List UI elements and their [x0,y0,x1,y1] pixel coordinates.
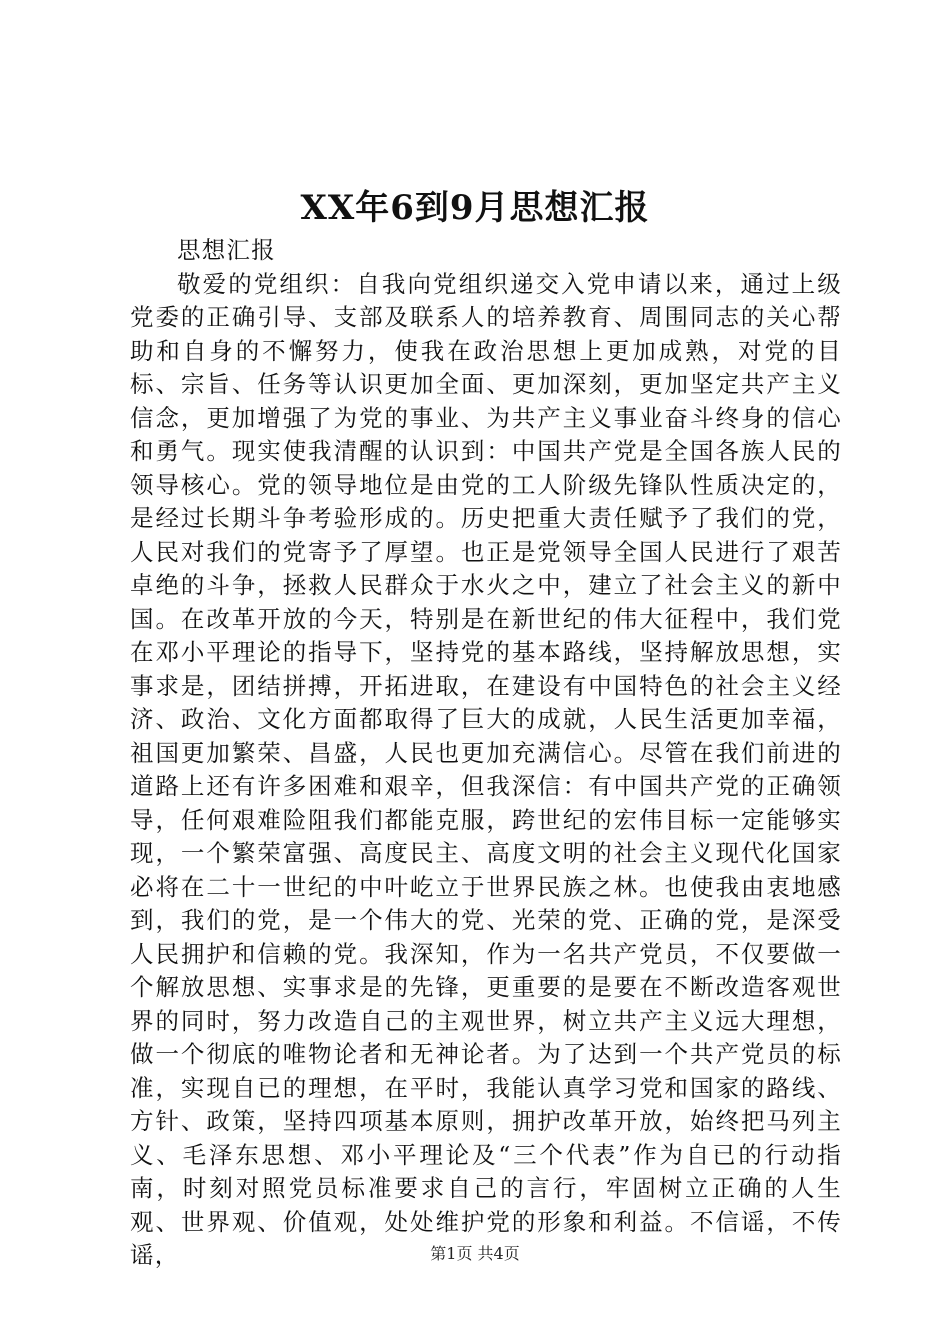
page-footer: 第1页 共4页 [430,1244,520,1263]
document-title: XX年6到9月思想汇报 [300,188,650,228]
body-paragraph: 敬爱的党组织：自我向党组织递交入党申请以来，通过上级党委的正确引导、支部及联系人的培养教育、周围同志的关心帮助和自身的不懈努力，使我在政治思想上更加成熟，对党的目标、宗旨、任务等认识更加全面、更加深刻，更加坚定共产主义信念，更加增强了为党的事业、为共产主义事业奋斗终身的信心和勇气。现实使我清醒的认识到：中国共产党是全国各族人民的领导核心。党的领导地位是由党的工人阶级先锋队性质决定的，是经过长期斗争考验形成的。历史把重大责任赋予了我们的党，人民对我们的党寄予了厚望。也正是党领导全国人民进行了艰苦卓绝的斗争，拯救人民群众于水火之中，建立了社会主义的新中国。在改革开放的今天，特别是在新世纪的伟大征程中，我们党在邓小平理论的指导下，坚持党的基本路线，坚持解放思想，实事求是，团结拼搏，开拓进取，在建设有中国特色的社会主义经济、政治、文化方面都取得了巨大的成就，人民生活更加幸福，祖国更加繁荣、昌盛，人民也更加充满信心。尽管在我们前进的道路上还有许多困难和艰辛，但我深信：有中国共产党的正确领导，任何艰难险阻我们都能克服，跨世纪的宏伟目标一定能够实现，一个繁荣富强、高度民主、高度文明的社会主义现代化国家必将在二十一世纪的中叶屹立于世界民族之林。也使我由衷地感到，我们的党，是一个伟大的党、光荣的党、正确的党，是深受人民拥护和信赖的党。我深知，作为一名共产党员，不仅要做一个解放思想、实事求是的先锋，更重要的是要在不断改造客观世界的同时，努力改造自己的主观世界，树立共产主义远大理想，做一个彻底的唯物论者和无神论者。为了达到一个共产党员的标准，实现自已的理想，在平时，我能认真学习党和国家的路线、方针、政策，坚持四项基本原则，拥护改革开放，始终把马列主义、毛泽东思想、邓小平理论及“三个代表”作为自已的行动指南，时刻对照党员标准要求自己的言行，牢固树立正确的人生观、世界观、价值观，处处维护党的形象和利益。不信谣，不传谣， [130,269,842,1269]
salutation-heading: 思想汇报 [177,236,276,264]
document-body [130,234,842,1273]
